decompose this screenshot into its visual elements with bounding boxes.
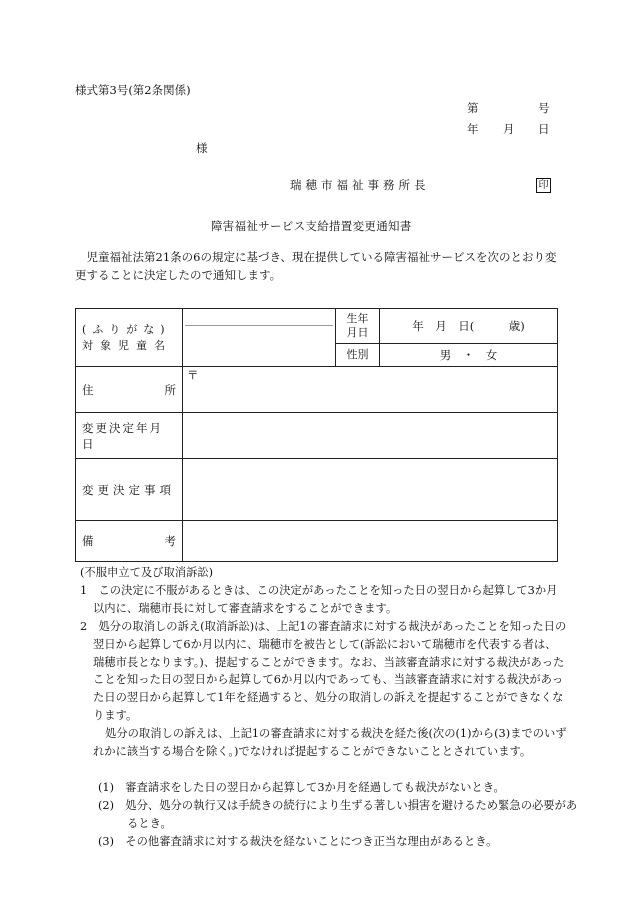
birth-label-line2: 月日 — [346, 326, 369, 339]
remarks-value-cell[interactable] — [183, 521, 558, 562]
change-items-label — [76, 482, 182, 498]
notes-item-2-continued: 処分の取消しの訴えは、上記1の審査請求に対する裁決を経た後(次の(1)から(3)までのいずれかに該当する場合を除く。)でなければ提起することができないこととされています。 — [93, 727, 567, 758]
name-label-text: 対象児童名 — [82, 338, 172, 352]
issuer-name: 瑞穂市福祉事務所長 — [290, 178, 430, 192]
change-items-label-text: 変更決定事項 — [82, 482, 175, 497]
birth-value: 年 月 日( 歳) — [412, 319, 525, 333]
change-items-label-cell — [76, 459, 183, 521]
sex-value-cell[interactable] — [380, 344, 558, 367]
recipient-table — [75, 308, 558, 562]
sex-label: 性別 — [346, 348, 369, 361]
birth-label-line1: 生年 — [346, 312, 369, 325]
doc-number-prefix: 第 — [467, 101, 479, 115]
address-label — [76, 382, 182, 398]
date-month: 月 — [503, 122, 515, 136]
address-label-2: 所 — [164, 382, 176, 397]
birth-label-cell — [336, 309, 380, 344]
notes-item-2: 2 処分の取消しの訴え(取消訴訟)は、上記1の審査請求に対する裁決があったことを知った日の翌日から起算して6か月以内に、瑞穂市を被告として(訴訟において瑞穂市を代表する者は、瑞穂市長となります。)、提起することができます。なお、当該審査請求に対する裁決があったことを知った日の翌日から起算して6か月以内であっても、当該審査請求に対する裁決があった日の翌日から起算して1年を経過すると、処分の取消しの訴えを提起することができなくなります。 — [80, 620, 567, 722]
notes-sub-1: (1) 審査請求をした日の翌日から起算して3か月を経過しても裁決がないとき。 — [98, 781, 505, 794]
address-value-cell[interactable] — [183, 367, 558, 413]
change-items-value-cell[interactable] — [183, 459, 558, 521]
body-text: 児童福祉法第21条の6の規定に基づき、現在提供している障害福祉サービスを次のとおり変更することに決定したので通知します。 — [75, 250, 557, 282]
address-label-1: 住 — [82, 382, 94, 397]
notes-sub-3: (3) その他審査請求に対する裁決を経ないことにつき正当な理由があるとき。 — [98, 835, 498, 848]
remarks-label — [76, 533, 182, 549]
date-year: 年 — [467, 122, 479, 136]
doc-number-suffix: 号 — [538, 101, 550, 115]
address-label-cell — [76, 367, 183, 413]
sex-label-cell — [336, 344, 380, 367]
form-number: 様式第3号(第2条関係) — [75, 83, 191, 97]
remarks-label-2: 考 — [164, 534, 176, 548]
sex-value: 男 ・ 女 — [439, 348, 498, 362]
change-date-label — [76, 420, 182, 452]
notes-sub-2: (2) 処分、処分の執行又は手続きの続行により生ずる著しい損害を避けるため緊急の必要があるとき。 — [98, 799, 578, 830]
furigana-divider — [185, 309, 333, 326]
postal-mark: 〒 — [187, 368, 199, 382]
remarks-label-1: 備 — [82, 534, 94, 548]
remarks-label-cell — [76, 521, 183, 562]
change-date-label-cell — [76, 413, 183, 459]
document-title: 障害福祉サービス支給措置変更通知書 — [211, 219, 412, 233]
date-day: 日 — [538, 122, 550, 136]
name-label — [76, 339, 182, 353]
name-label-cell — [76, 309, 183, 367]
seal-mark: 印 — [536, 178, 551, 193]
change-date-value-cell[interactable] — [183, 413, 558, 459]
name-value-cell[interactable] — [183, 309, 336, 367]
furigana-label — [76, 323, 182, 337]
furigana-label-text: (ふりがな) — [82, 322, 171, 336]
notes-item-1: 1 この決定に不服があるときは、この決定があったことを知った日の翌日から起算して3か月以内に、瑞穂市長に対して審査請求をすることができます。 — [80, 584, 558, 615]
notes-heading: (不服申立て及び取消訴訟) — [80, 566, 214, 579]
birth-value-cell[interactable] — [380, 309, 558, 344]
change-date-label-text: 変更決定年月日 — [82, 420, 163, 451]
addressee-suffix: 様 — [196, 141, 208, 155]
